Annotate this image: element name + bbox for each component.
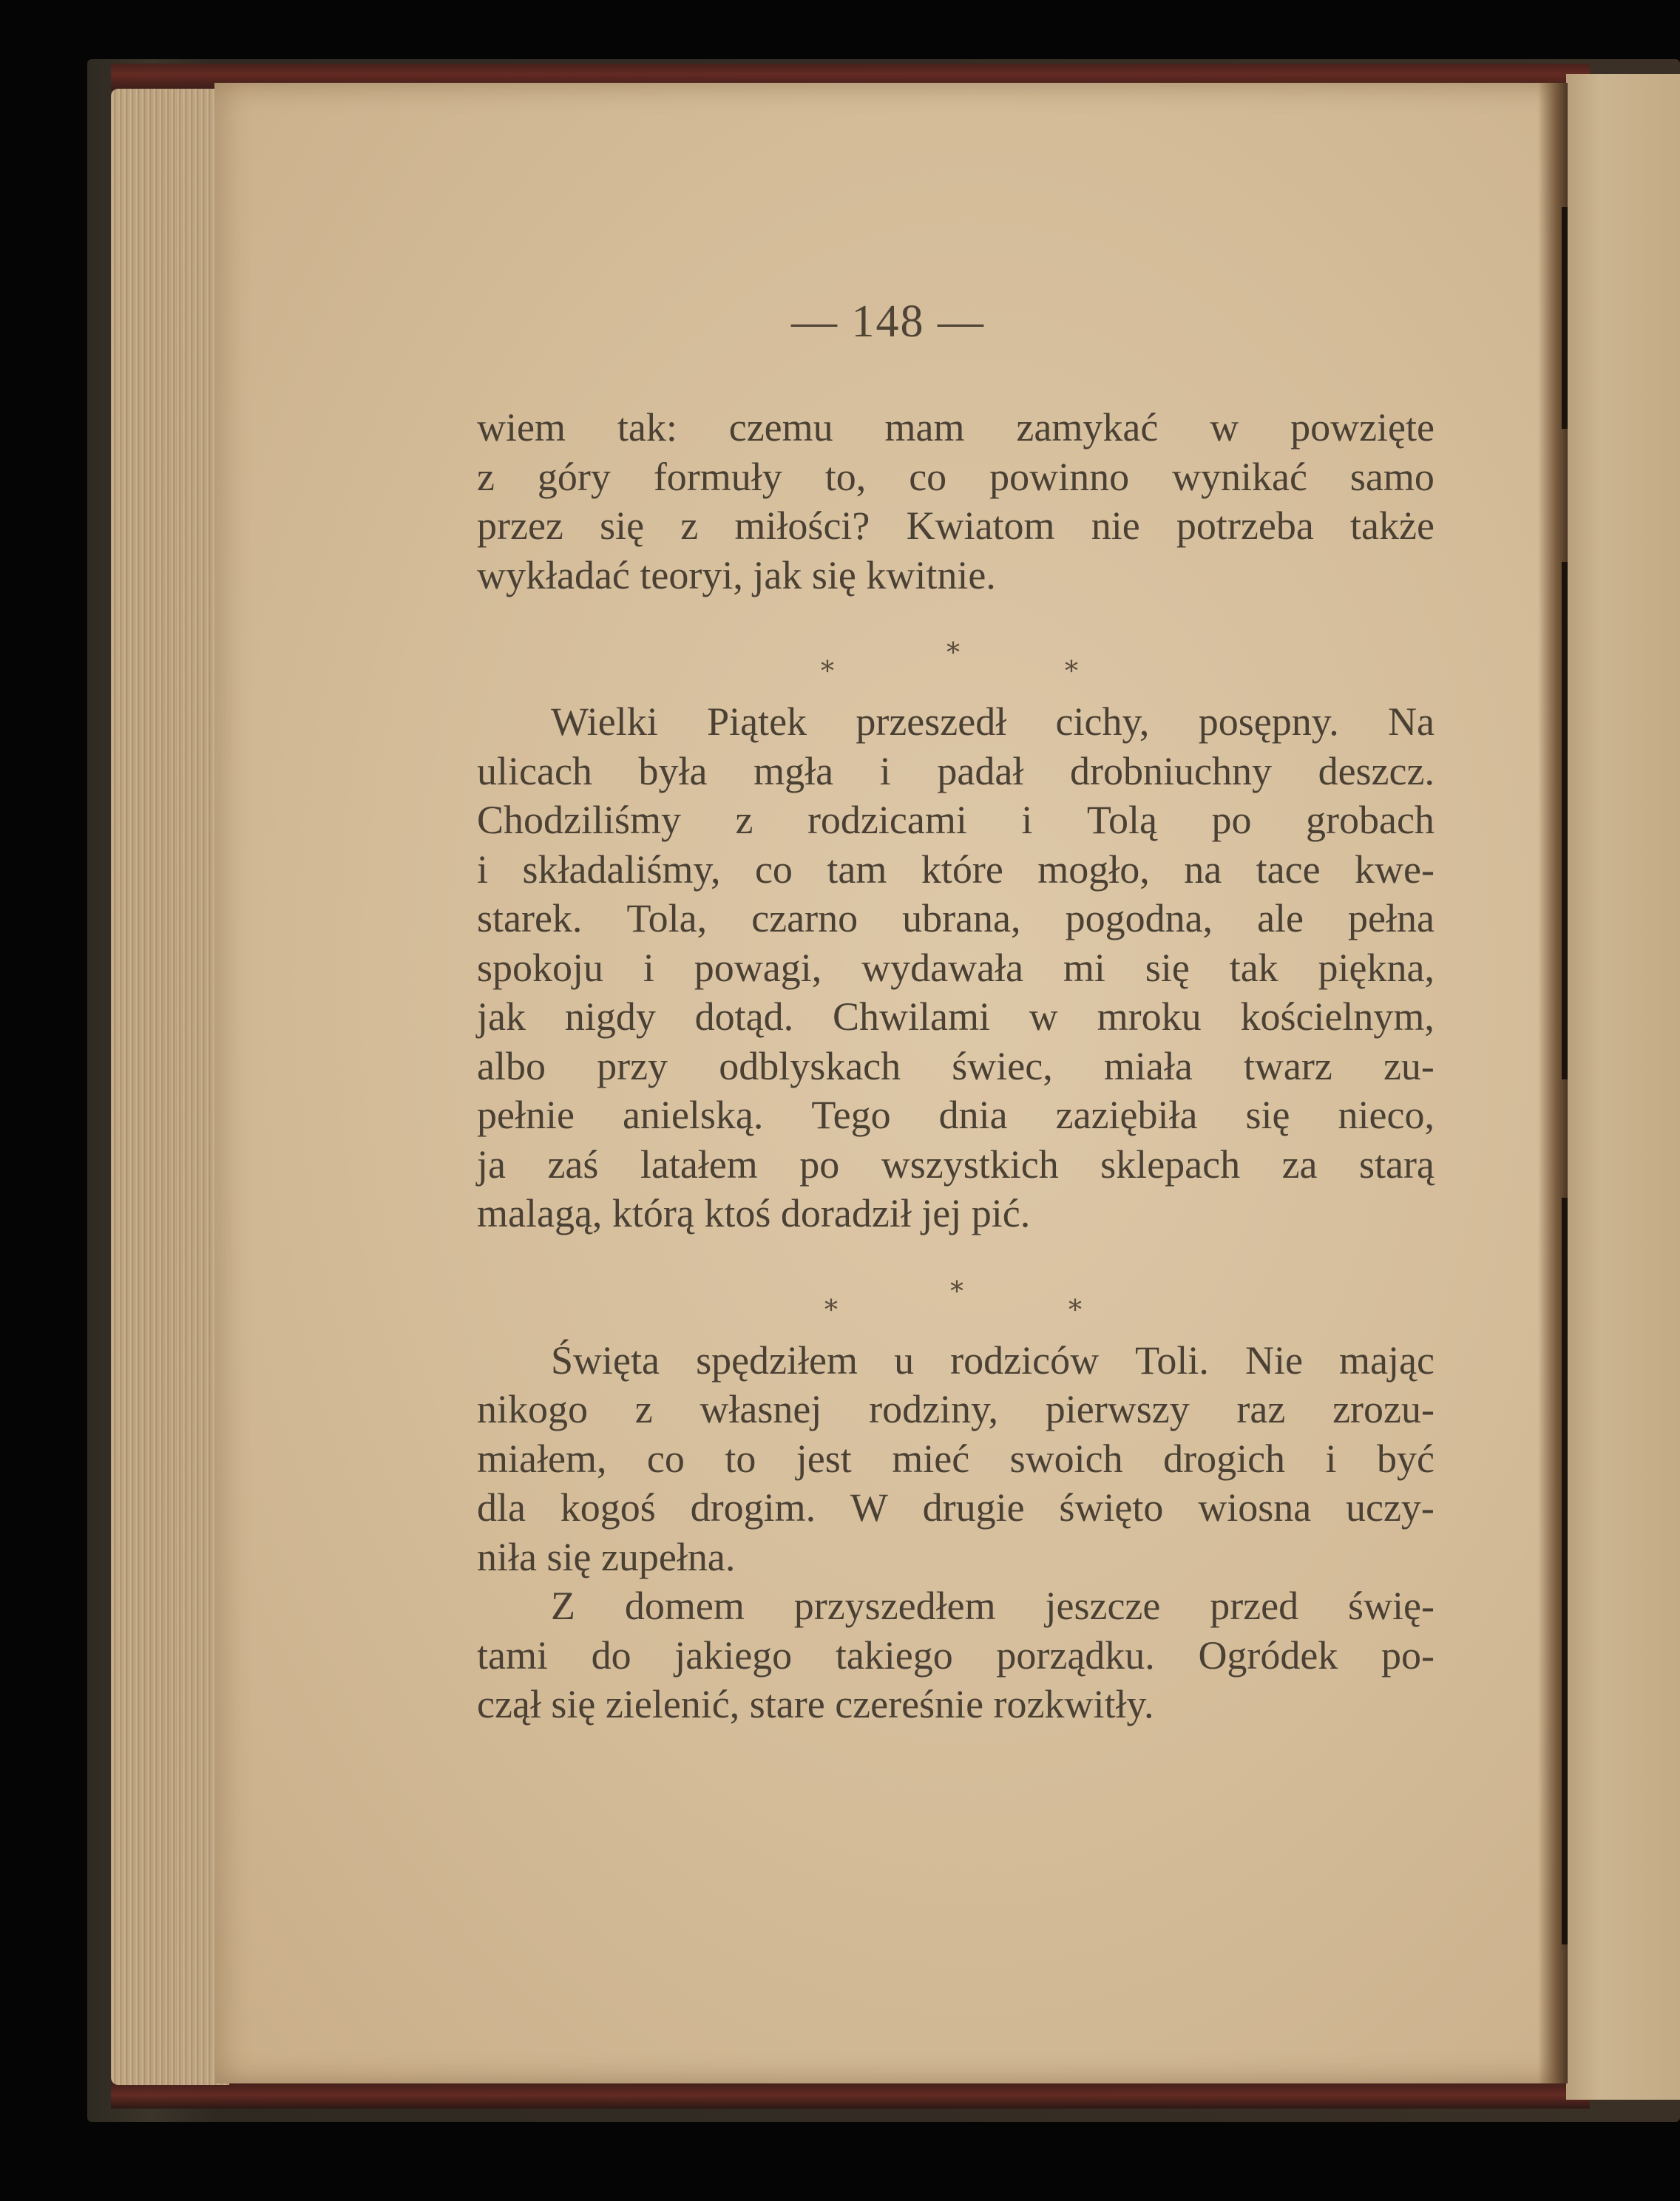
text-line: dla kogoś drogim. W drugie święto wiosna uczy- bbox=[477, 1485, 1435, 1530]
text-line: tami do jakiego takiego porządku. Ogródek po- bbox=[477, 1632, 1435, 1678]
text-line: Chodziliśmy z rodzicami i Tolą po grobach bbox=[477, 798, 1435, 842]
text-line: albo przy odblyskach świec, miała twarz zu- bbox=[477, 1043, 1435, 1088]
section-separator bbox=[477, 600, 1435, 697]
text-line: z góry formuły to, co powinno wynikać samo bbox=[477, 454, 1435, 499]
text-line: czął się zielenić, stare czereśnie rozkwitły. bbox=[477, 1682, 1154, 1726]
paragraph bbox=[477, 1336, 1435, 1582]
separator-star: * bbox=[824, 1295, 838, 1326]
text-line: niła się zupełna. bbox=[477, 1534, 736, 1579]
text-line: pełnie anielską. Tego dnia zaziębiła się nieco, bbox=[477, 1093, 1435, 1137]
page-number: — 148 — bbox=[791, 296, 985, 347]
text-line: wiem tak: czemu mam zamykać w powzięte bbox=[477, 405, 1435, 450]
separator-star: * bbox=[946, 638, 960, 668]
text-line: ja zaś latałem po wszystkich sklepach za starą bbox=[477, 1142, 1435, 1187]
text-line: ulicach była mgła i padał drobniuchny deszcz. bbox=[477, 748, 1435, 793]
paragraph bbox=[477, 403, 1435, 600]
text-line: Święta spędziłem u rodziców Toli. Nie mając bbox=[551, 1337, 1435, 1383]
text-line: nikogo z własnej rodziny, pierwszy raz zrozu- bbox=[477, 1387, 1435, 1431]
binding-stitch bbox=[1562, 562, 1568, 1079]
cover-edge-bottom bbox=[111, 2079, 1590, 2109]
binding-stitch bbox=[1562, 207, 1568, 429]
binding-stitch bbox=[1562, 1530, 1568, 1944]
section-separator bbox=[477, 1238, 1435, 1336]
page-edges bbox=[111, 89, 229, 2085]
text-line: jak nigdy dotąd. Chwilami w mroku kościelnym, bbox=[477, 994, 1435, 1039]
text-line: Wielki Piątek przeszedł cichy, posępny. Na bbox=[551, 699, 1435, 744]
separator-star: * bbox=[821, 657, 834, 687]
separator-star: * bbox=[1065, 657, 1078, 687]
paragraph bbox=[477, 1581, 1435, 1729]
text-line: wykładać teoryi, jak się kwitnie. bbox=[477, 552, 996, 597]
separator-star: * bbox=[1068, 1295, 1082, 1326]
text-line: starek. Tola, czarno ubrana, pogodna, ale pełna bbox=[477, 896, 1435, 940]
text-line: miałem, co to jest mieć swoich drogich i być bbox=[477, 1436, 1435, 1481]
text-line: i składaliśmy, co tam które mogło, na tace kwe- bbox=[477, 847, 1435, 892]
separator-star: * bbox=[950, 1276, 963, 1307]
text-line: przez się z miłości? Kwiatom nie potrzeba także bbox=[477, 503, 1435, 548]
page-text bbox=[477, 403, 1435, 1729]
text-line: malagą, którą ktoś doradził jej pić. bbox=[477, 1191, 1031, 1235]
text-line: Z domem przyszedłem jeszcze przed świę- bbox=[551, 1584, 1435, 1628]
adjacent-page bbox=[1566, 74, 1680, 2100]
paragraph bbox=[477, 697, 1435, 1238]
text-line: spokoju i powagi, wydawała mi się tak piękna, bbox=[477, 945, 1435, 990]
